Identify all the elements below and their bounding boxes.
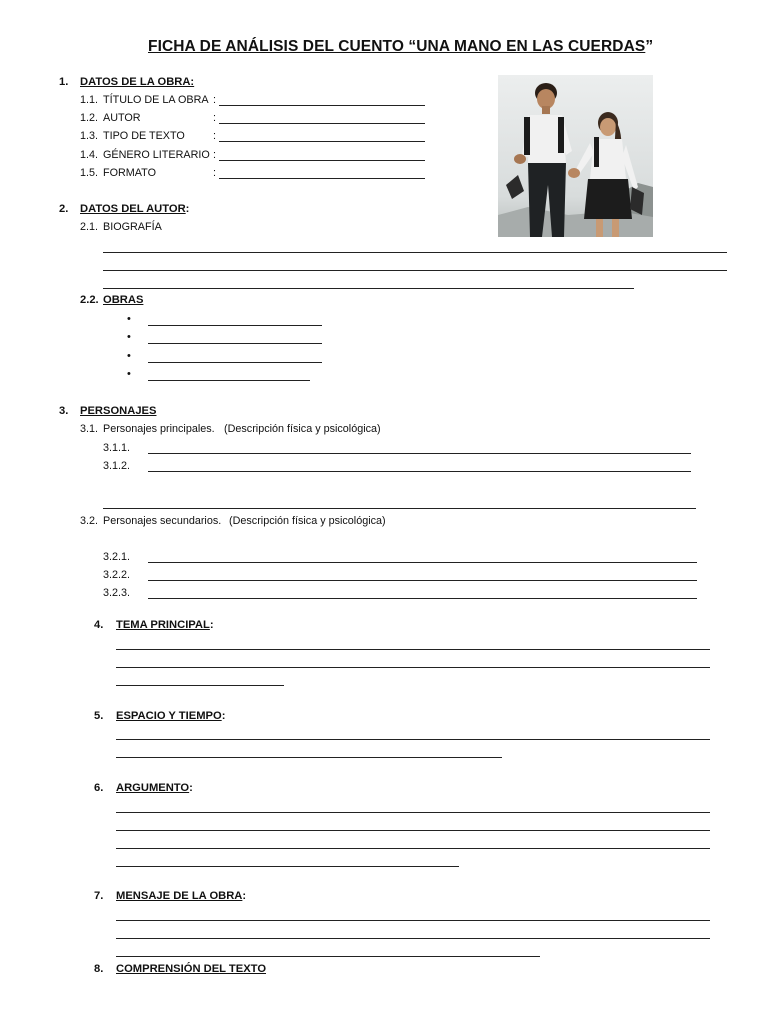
section-2-colon: : — [185, 203, 190, 215]
section-6-colon: : — [189, 782, 193, 794]
item-1-3-number: 1.3. — [80, 130, 99, 142]
item-3-2-3-number: 3.2.3. — [103, 587, 131, 599]
item-3-1-label: Personajes principales. — [103, 423, 215, 435]
section-2-heading-text: DATOS DEL AUTOR — [80, 203, 186, 215]
section-5-number: 5. — [94, 710, 104, 722]
section-1-heading-text: DATOS DE LA OBRA: — [80, 76, 195, 88]
argumento-line-2[interactable] — [116, 830, 710, 831]
mensaje-line-1[interactable] — [116, 920, 710, 921]
answer-line-tipo-texto[interactable] — [219, 141, 425, 142]
principal-line-3[interactable] — [103, 508, 696, 509]
biography-line-3[interactable] — [103, 288, 634, 289]
item-2-2-heading-text: OBRAS — [103, 294, 144, 306]
item-3-1-number: 3.1. — [80, 423, 99, 435]
section-7-colon: : — [242, 890, 247, 902]
biography-line-2[interactable] — [103, 270, 727, 271]
section-6-heading-text: ARGUMENTO — [116, 782, 190, 794]
item-1-4-number: 1.4. — [80, 149, 99, 161]
answer-line-formato[interactable] — [219, 178, 425, 179]
item-3-2-label: Personajes secundarios. — [103, 515, 222, 527]
answer-line-autor[interactable] — [219, 123, 425, 124]
section-7-number: 7. — [94, 890, 104, 902]
item-1-1-colon: : — [213, 94, 216, 106]
bullet-icon: • — [127, 313, 131, 325]
bullet-icon: • — [127, 368, 131, 380]
bullet-icon: • — [127, 350, 131, 362]
obras-line-1[interactable] — [148, 325, 322, 326]
section-1-heading — [80, 76, 194, 88]
biography-line-1[interactable] — [103, 252, 727, 253]
page-title-quote: ” — [645, 38, 654, 55]
tema-line-1[interactable] — [116, 649, 710, 650]
item-1-3-label: TIPO DE TEXTO — [103, 130, 185, 142]
page-title — [148, 38, 653, 56]
obras-line-3[interactable] — [148, 362, 322, 363]
section-7-heading — [116, 890, 246, 902]
item-2-2-heading — [103, 294, 143, 306]
item-1-3-colon: : — [213, 130, 216, 142]
secondary-line-3[interactable] — [148, 598, 697, 599]
item-1-2-colon: : — [213, 112, 216, 124]
mensaje-line-3[interactable] — [116, 956, 540, 957]
item-1-5-label: FORMATO — [103, 167, 156, 179]
tema-line-3[interactable] — [116, 685, 284, 686]
item-2-2-number: 2.2. — [80, 294, 99, 306]
item-1-4-label: GÉNERO LITERARIO — [103, 149, 210, 161]
bullet-icon: • — [127, 331, 131, 343]
section-1-number: 1. — [59, 76, 69, 88]
item-1-1-label: TÍTULO DE LA OBRA — [103, 94, 209, 106]
espacio-line-2[interactable] — [116, 757, 502, 758]
section-2-number: 2. — [59, 203, 69, 215]
section-3-heading-text: PERSONAJES — [80, 405, 157, 417]
mensaje-line-2[interactable] — [116, 938, 710, 939]
item-3-2-2-number: 3.2.2. — [103, 569, 131, 581]
argumento-line-1[interactable] — [116, 812, 710, 813]
section-4-heading — [116, 619, 214, 631]
section-3-heading — [80, 405, 156, 417]
obras-line-2[interactable] — [148, 343, 322, 344]
item-1-2-label: AUTOR — [103, 112, 141, 124]
item-3-2-1-number: 3.2.1. — [103, 551, 131, 563]
section-5-colon: : — [221, 710, 226, 722]
item-2-1-label: BIOGRAFÍA — [103, 221, 162, 233]
item-3-2-description: (Descripción física y psicológica) — [229, 515, 386, 527]
answer-line-genero[interactable] — [219, 160, 425, 161]
section-5-heading — [116, 710, 225, 722]
section-2-heading — [80, 203, 189, 215]
section-5-heading-text: ESPACIO Y TIEMPO — [116, 710, 222, 722]
item-1-2-number: 1.2. — [80, 112, 99, 124]
section-3-number: 3. — [59, 405, 69, 417]
principal-line-2[interactable] — [148, 471, 691, 472]
item-1-4-colon: : — [213, 149, 216, 161]
answer-line-titulo[interactable] — [219, 105, 425, 106]
item-1-5-colon: : — [213, 167, 216, 179]
secondary-line-1[interactable] — [148, 562, 697, 563]
espacio-line-1[interactable] — [116, 739, 710, 740]
principal-line-1[interactable] — [148, 453, 691, 454]
item-1-5-number: 1.5. — [80, 167, 99, 179]
item-3-1-1-number: 3.1.1. — [103, 442, 131, 454]
section-4-colon: : — [209, 619, 214, 631]
students-photo — [498, 75, 653, 237]
section-8-heading — [116, 963, 266, 975]
obras-line-4[interactable] — [148, 380, 310, 381]
secondary-line-2[interactable] — [148, 580, 697, 581]
tema-line-2[interactable] — [116, 667, 710, 668]
section-8-number: 8. — [94, 963, 104, 975]
item-3-2-number: 3.2. — [80, 515, 99, 527]
section-6-heading — [116, 782, 193, 794]
page-title-text: FICHA DE ANÁLISIS DEL CUENTO “UNA MANO EN LAS CUERDAS — [148, 38, 646, 55]
item-3-1-2-number: 3.1.2. — [103, 460, 131, 472]
item-3-1-description: (Descripción física y psicológica) — [224, 423, 381, 435]
section-8-heading-text: COMPRENSIÓN DEL TEXTO — [116, 963, 267, 975]
section-7-heading-text: MENSAJE DE LA OBRA — [116, 890, 243, 902]
argumento-line-4[interactable] — [116, 866, 459, 867]
section-4-heading-text: TEMA PRINCIPAL — [116, 619, 210, 631]
section-4-number: 4. — [94, 619, 104, 631]
argumento-line-3[interactable] — [116, 848, 710, 849]
item-1-1-number: 1.1. — [80, 94, 99, 106]
item-2-1-number: 2.1. — [80, 221, 99, 233]
section-6-number: 6. — [94, 782, 104, 794]
